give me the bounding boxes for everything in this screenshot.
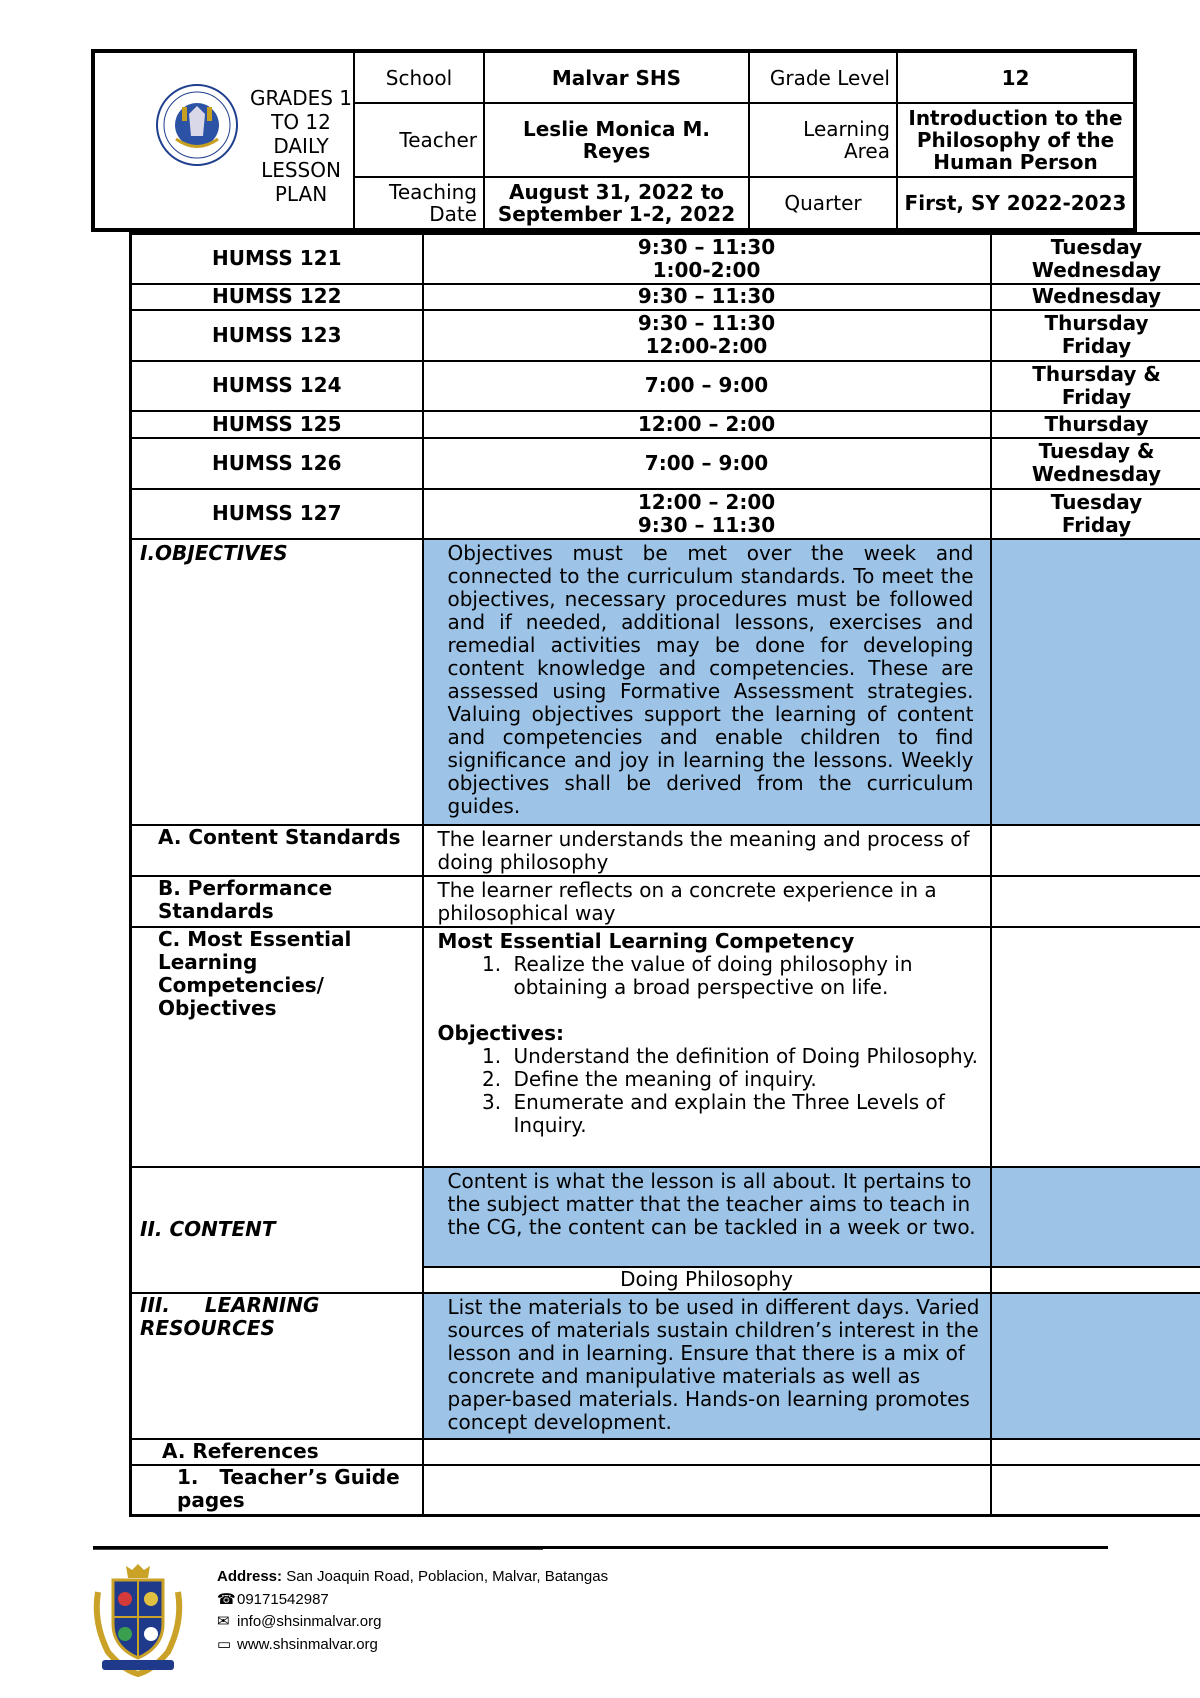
area-label: Learning Area [749, 103, 897, 177]
address-line [217, 1566, 608, 1589]
day: Tuesday [1050, 234, 1143, 259]
brand-cell [93, 51, 354, 230]
list-item: 1. Realize the value of doing philosophy in obtaining a broad perspective on life. [508, 953, 980, 999]
list-item: 3. Enumerate and explain the Three Levels of Inquiry. [508, 1091, 980, 1137]
computer-icon: ▭ [217, 1635, 232, 1653]
grade-label: Grade Level [749, 51, 897, 103]
footer-divider-thin [93, 1549, 543, 1550]
date-value: August 31, 2022 to September 1-2, 2022 [484, 177, 749, 230]
time-slot: 7:00 – 9:00 [644, 373, 769, 397]
lesson-plan-body [129, 232, 1200, 1517]
schedule-row [131, 438, 1200, 489]
schedule-row [131, 361, 1200, 411]
objectives-text: Objectives must be met over the week and connected to the curriculum standards. To meet the objectives, necessary procedures must be followed and if needed, additional lessons, exercises and remedial activities may be done for developing content knowledge and competencies. These are assessed using Formative Assessment strategies. Valuing objectives support the learning of content and competencies and enable children to find significance and joy in learning the lessons. Weekly objectives shall be derived from the curriculum guides. [423, 539, 991, 825]
quarter-label: Quarter [749, 177, 897, 230]
time-slot: 1:00-2:00 [652, 257, 761, 282]
day: Wednesday [1031, 462, 1162, 486]
quarter-value: First, SY 2022-2023 [897, 177, 1135, 230]
objectives-heading: I.OBJECTIVES [131, 539, 423, 825]
resources-blank [991, 1293, 1200, 1439]
resources-heading: III. LEARNING RESOURCES [131, 1293, 423, 1439]
schedule-row [131, 284, 1200, 310]
day: Friday [1061, 334, 1132, 358]
teachers-guide-row [131, 1465, 1200, 1516]
melc-row [131, 927, 1200, 1167]
performance-standards-label [131, 876, 423, 927]
day: Tuesday [1050, 489, 1143, 514]
school-label: School [354, 51, 484, 103]
day: Thursday [1044, 311, 1149, 335]
day: Thursday & [1032, 361, 1161, 386]
schedule-row [131, 310, 1200, 361]
time-slot: 7:00 – 9:00 [644, 450, 769, 475]
email-line [217, 1611, 608, 1634]
content-heading: II. CONTENT [131, 1167, 423, 1293]
school-crest-icon [88, 1562, 188, 1680]
section-name: HUMSS 123 [131, 310, 423, 361]
content-standards-text: The learner understands the meaning and process of doing philosophy [423, 825, 991, 876]
list-item: 2. Define the meaning of inquiry. [508, 1068, 980, 1091]
teacher-value: Leslie Monica M. Reyes [484, 103, 749, 177]
schedule-row [131, 489, 1200, 539]
address-text: San Joaquin Road, Poblacion, Malvar, Batangas [286, 1568, 609, 1585]
references-label: A. References [131, 1439, 423, 1465]
content-row [131, 1167, 1200, 1267]
performance-standards-text: The learner reflects on a concrete experience in a philosophical way [423, 876, 991, 927]
area-value: Introduction to the Philosophy of the Human Person [897, 103, 1135, 177]
time-slot: 9:30 – 11:30 [637, 311, 776, 335]
content-standards-label: A. Content Standards [131, 825, 423, 876]
performance-standards-row [131, 876, 1200, 927]
lesson-topic: Doing Philosophy [423, 1267, 991, 1293]
resources-row [131, 1293, 1200, 1439]
time-slot: 12:00-2:00 [645, 334, 768, 358]
schedule-row [131, 234, 1200, 284]
website-line [217, 1634, 608, 1657]
blank-cell [991, 1267, 1200, 1293]
section-name: HUMSS 125 [131, 411, 423, 438]
melc-label: C. Most Essential Learning Competencies/ Objectives [131, 927, 423, 1167]
section-name: HUMSS 126 [131, 438, 423, 489]
blank-cell [991, 1465, 1200, 1516]
blank-cell [423, 1439, 991, 1465]
objectives-row [131, 539, 1200, 825]
blank-cell [991, 825, 1200, 876]
section-name: HUMSS 127 [131, 489, 423, 539]
phone-line [217, 1589, 608, 1612]
schedule-row [131, 411, 1200, 438]
time-slot: 12:00 – 2:00 [637, 411, 776, 436]
time-slot: 12:00 – 2:00 [637, 489, 776, 514]
time-slot: 9:30 – 11:30 [637, 512, 776, 537]
references-row [131, 1439, 1200, 1465]
date-label: Teaching Date [354, 177, 484, 230]
section-name: HUMSS 122 [131, 284, 423, 310]
time-slot: 9:30 – 11:30 [637, 284, 776, 308]
website-link[interactable]: www.shsinmalvar.org [237, 1635, 378, 1653]
day: Wednesday [1031, 284, 1162, 308]
melc-heading: Most Essential Learning Competency [437, 928, 855, 953]
email-link[interactable]: info@shsinmalvar.org [237, 1613, 382, 1630]
section-name: HUMSS 124 [131, 361, 423, 411]
lesson-plan-header [91, 49, 1137, 232]
objectives-blank [991, 539, 1200, 825]
teachers-guide-label: 1. Teacher’s Guide pages [131, 1465, 423, 1516]
content-blank [991, 1167, 1200, 1267]
blank-cell [991, 876, 1200, 927]
content-standards-row [131, 825, 1200, 876]
performance-standards-label-text: B. Performance Standards [158, 875, 333, 923]
objectives-subheading: Objectives: [437, 1020, 565, 1045]
blank-cell [423, 1465, 991, 1516]
section-name: HUMSS 121 [131, 234, 423, 284]
school-value: Malvar SHS [484, 51, 749, 103]
content-text: Content is what the lesson is all about. It pertains to the subject matter that the teacher aims to teach in the CG, the content can be tackled in a week or two. [423, 1167, 991, 1267]
phone-icon: ☎ [217, 1590, 236, 1608]
list-item: 1. Understand the definition of Doing Philosophy. [508, 1045, 980, 1068]
plan-title: GRADES 1 TO 12 DAILY LESSON PLAN [249, 85, 353, 206]
mail-icon: ✉ [217, 1613, 230, 1630]
day: Friday [1061, 384, 1132, 409]
phone-number: 09171542987 [237, 1590, 329, 1608]
melc-content [423, 927, 991, 1167]
address-label: Address: [217, 1568, 283, 1585]
time-slot: 9:30 – 11:30 [637, 234, 776, 259]
blank-cell [991, 1439, 1200, 1465]
blank-cell [991, 927, 1200, 1167]
deped-seal-icon [156, 84, 238, 166]
resources-text: List the materials to be used in different days. Varied sources of materials sustain children’s interest in the lesson and in learning. Ensure that there is a mix of concrete and manipulative materials as well as paper-based materials. Hands-on learning promotes concept development. [423, 1293, 991, 1439]
teacher-label: Teacher [354, 103, 484, 177]
competency-list [508, 953, 980, 999]
day: Thursday [1044, 411, 1149, 436]
day: Tuesday & [1038, 439, 1155, 463]
school-address-block [217, 1566, 608, 1656]
objective-list [508, 1045, 980, 1137]
grade-value: 12 [897, 51, 1135, 103]
day: Wednesday [1031, 257, 1162, 282]
day: Friday [1061, 512, 1132, 537]
